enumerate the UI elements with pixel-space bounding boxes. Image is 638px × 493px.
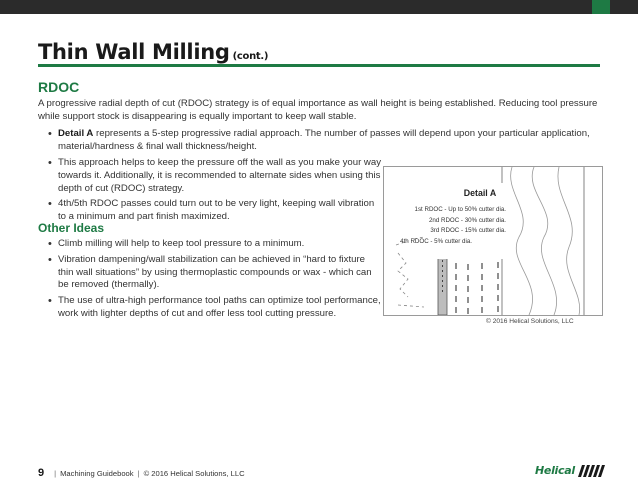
footer-guide: Machining Guidebook bbox=[60, 469, 134, 478]
page-title bbox=[38, 40, 268, 64]
bullet-text: The use of ultra-high performance tool paths can optimize tool performance, work with lighter depths of cut and offer less tool cutting pressure. bbox=[58, 295, 381, 319]
bullet-text: 4th/5th RDOC passes could turn out to be very light, keeping wall vibration to a minimum and part finish maximized. bbox=[58, 198, 375, 223]
detail-a-figure bbox=[383, 166, 603, 316]
other-ideas-list bbox=[38, 238, 383, 324]
list-item bbox=[38, 254, 383, 292]
rdoc-bullet-list-1 bbox=[38, 128, 598, 157]
stock-outline-bottom bbox=[398, 305, 424, 307]
rdoc-label-3: 3rd RDOC - 15% cutter dia. bbox=[430, 227, 506, 234]
rdoc-paragraph: A progressive radial depth of cut (RDOC) strategy is of equal importance as wall height is being established. Reducing tool pressure while support stock is disappearing is equally important to keep wall stable. bbox=[38, 98, 598, 123]
list-item bbox=[38, 295, 383, 321]
rdoc-label-2: 2nd RDOC - 30% cutter dia. bbox=[428, 217, 506, 224]
flute-3 bbox=[558, 167, 580, 315]
bullet-text: Climb milling will help to keep tool pressure to a minimum. bbox=[58, 238, 305, 249]
page-title-suffix: (cont.) bbox=[232, 51, 269, 62]
figure-title: Detail A bbox=[463, 188, 497, 198]
title-rule bbox=[38, 64, 600, 67]
rdoc-bullet-list-2 bbox=[38, 157, 383, 227]
other-ideas-heading: Other Ideas bbox=[38, 221, 105, 235]
rdoc-heading: RDOC bbox=[38, 79, 80, 95]
logo-stripes-icon bbox=[578, 465, 606, 477]
flute-1 bbox=[511, 167, 533, 315]
endmill-body bbox=[502, 167, 584, 315]
flute-2 bbox=[532, 167, 556, 315]
bullet-text: represents a 5-step progressive radial approach. The number of passes will depend upon your particular application, material/hardness & final wall thickness/height. bbox=[58, 128, 590, 152]
list-item bbox=[38, 128, 598, 154]
footer-separator: | bbox=[137, 469, 140, 478]
logo-text: Helical bbox=[535, 464, 575, 477]
detail-a-label: Detail A bbox=[58, 128, 94, 139]
figure-copyright: © 2016 Helical Solutions, LLC bbox=[486, 318, 574, 325]
list-item bbox=[38, 157, 383, 195]
stock-outline-left bbox=[398, 253, 408, 297]
top-accent-bar bbox=[592, 0, 610, 14]
bullet-text: This approach helps to keep the pressure off the wall as you make your way towards it. Additionally, it is recommended to alternate sides when using this depth of cut (RDOC) strategy. bbox=[58, 157, 381, 194]
rdoc-label-1: 1st RDOC - Up to 50% cutter dia. bbox=[414, 206, 506, 213]
page-number: 9 bbox=[38, 467, 45, 479]
footer-copyright: © 2016 Helical Solutions, LLC bbox=[143, 469, 245, 478]
rdoc-label-4: 4th RDOC - 5% cutter dia. bbox=[400, 238, 472, 245]
top-bar bbox=[0, 0, 638, 14]
list-item bbox=[38, 238, 383, 251]
endmill-diagram bbox=[384, 167, 603, 316]
page-title-text: Thin Wall Milling bbox=[38, 40, 230, 64]
footer bbox=[38, 467, 245, 479]
footer-separator: | bbox=[54, 469, 57, 478]
bullet-text: Vibration dampening/wall stabilization can be achieved in “hard to fixture thin wall situations” by using thermoplastic compounds or wax - which can be removed (thermally). bbox=[58, 253, 372, 291]
